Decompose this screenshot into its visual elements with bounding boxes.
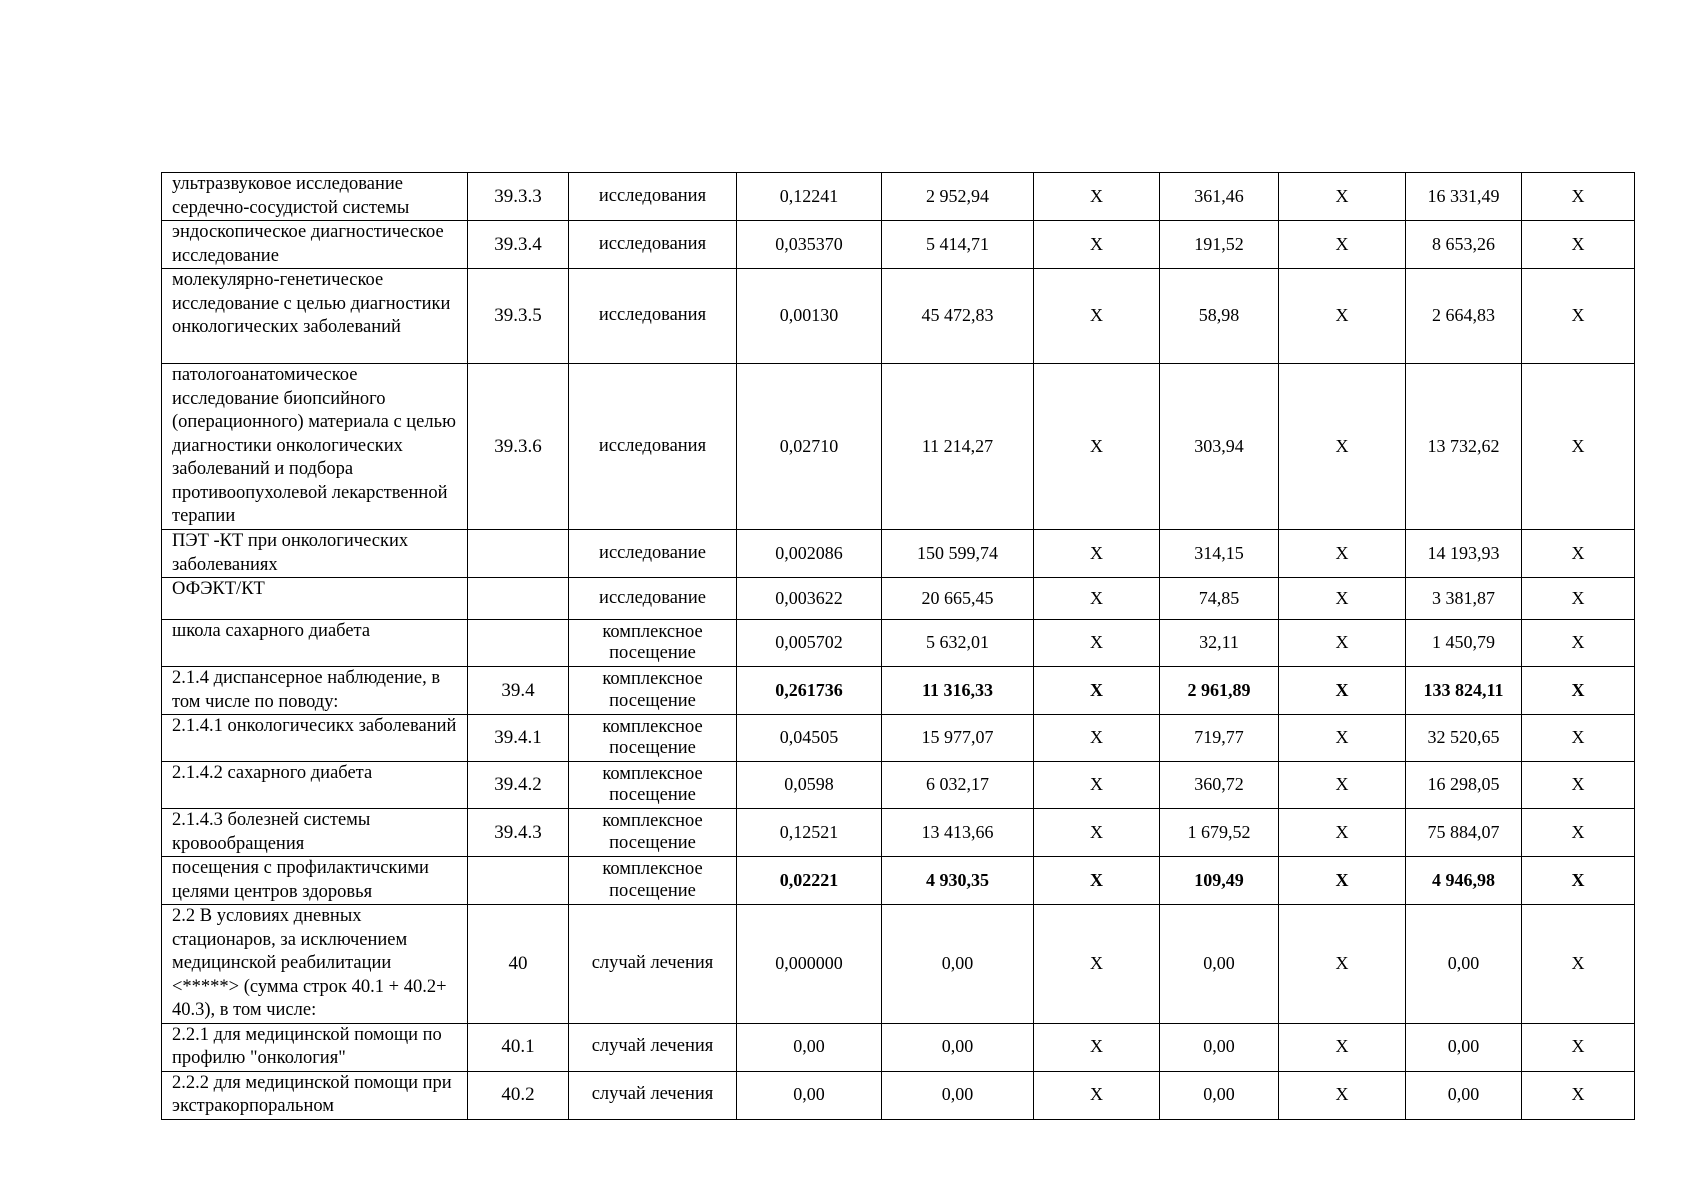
table-row [162,905,1635,1024]
row-value-3-cell: X [1034,530,1160,578]
table-row [162,667,1635,715]
row-value-6-cell: 0,00 [1406,905,1522,1024]
row-value-3-cell: X [1034,578,1160,620]
row-code-cell [468,620,569,667]
row-name-cell: ультразвуковое исследование сердечно-сосудистой системы [162,173,468,221]
row-value-2-cell: 5 414,71 [882,221,1034,269]
row-value-3-cell: X [1034,667,1160,715]
row-value-1-cell: 0,0598 [737,762,882,809]
row-value-1-cell: 0,02710 [737,364,882,530]
row-value-3-cell: X [1034,620,1160,667]
row-value-1-cell: 0,02221 [737,857,882,905]
row-value-3-cell: X [1034,364,1160,530]
row-value-4-cell: 314,15 [1160,530,1279,578]
row-code-cell: 39.3.6 [468,364,569,530]
row-value-2-cell: 6 032,17 [882,762,1034,809]
row-unit-cell: комплексное посещение [569,715,737,762]
table-row [162,809,1635,857]
row-code-cell: 40.2 [468,1071,569,1119]
row-value-1-cell: 0,00 [737,1023,882,1071]
row-value-5-cell: X [1279,905,1406,1024]
row-name-cell: 2.1.4.1 онкологичесикх заболеваний [162,715,468,762]
row-name-cell: ОФЭКТ/КТ [162,578,468,620]
row-value-3-cell: X [1034,269,1160,364]
row-value-5-cell: X [1279,530,1406,578]
row-value-5-cell: X [1279,221,1406,269]
row-name-cell: посещения с профилактичскими целями центров здоровья [162,857,468,905]
row-value-3-cell: X [1034,809,1160,857]
row-value-4-cell: 0,00 [1160,905,1279,1024]
row-value-5-cell: X [1279,1071,1406,1119]
row-value-7-cell: X [1522,667,1635,715]
row-value-5-cell: X [1279,364,1406,530]
table-body [162,173,1635,1120]
row-unit-cell: исследования [569,269,737,364]
row-unit-cell: комплексное посещение [569,857,737,905]
row-code-cell: 40 [468,905,569,1024]
row-value-5-cell: X [1279,762,1406,809]
table-row [162,1023,1635,1071]
row-value-3-cell: X [1034,1071,1160,1119]
row-name-cell: 2.1.4.3 болезней системы кровообращения [162,809,468,857]
row-value-6-cell: 8 653,26 [1406,221,1522,269]
row-value-1-cell: 0,000000 [737,905,882,1024]
row-value-7-cell: X [1522,221,1635,269]
row-value-4-cell: 2 961,89 [1160,667,1279,715]
row-value-2-cell: 11 316,33 [882,667,1034,715]
row-code-cell [468,578,569,620]
row-value-4-cell: 360,72 [1160,762,1279,809]
row-name-cell: патологоанатомическое исследование биопсийного (операционного) материала с целью диагностики онкологических заболеваний и подбора противоопухолевой лекарственной терапии [162,364,468,530]
row-name-cell: 2.1.4.2 сахарного диабета [162,762,468,809]
row-value-1-cell: 0,261736 [737,667,882,715]
row-name-cell: школа сахарного диабета [162,620,468,667]
row-value-5-cell: X [1279,578,1406,620]
row-value-4-cell: 1 679,52 [1160,809,1279,857]
row-value-7-cell: X [1522,364,1635,530]
row-value-5-cell: X [1279,173,1406,221]
row-unit-cell: исследования [569,173,737,221]
row-value-6-cell: 3 381,87 [1406,578,1522,620]
row-value-5-cell: X [1279,667,1406,715]
row-value-1-cell: 0,12521 [737,809,882,857]
row-value-5-cell: X [1279,620,1406,667]
row-value-4-cell: 0,00 [1160,1071,1279,1119]
row-value-6-cell: 1 450,79 [1406,620,1522,667]
row-value-7-cell: X [1522,530,1635,578]
row-value-6-cell: 2 664,83 [1406,269,1522,364]
row-value-2-cell: 0,00 [882,1023,1034,1071]
table-row [162,620,1635,667]
table-row [162,578,1635,620]
row-value-2-cell: 150 599,74 [882,530,1034,578]
row-value-7-cell: X [1522,578,1635,620]
table-row [162,762,1635,809]
row-value-1-cell: 0,005702 [737,620,882,667]
row-name-cell: эндоскопическое диагностическое исследование [162,221,468,269]
row-value-4-cell: 303,94 [1160,364,1279,530]
row-unit-cell: комплексное посещение [569,762,737,809]
row-value-3-cell: X [1034,173,1160,221]
row-code-cell: 39.4.3 [468,809,569,857]
row-value-1-cell: 0,00130 [737,269,882,364]
row-value-5-cell: X [1279,715,1406,762]
row-value-2-cell: 0,00 [882,905,1034,1024]
row-value-5-cell: X [1279,1023,1406,1071]
data-table [161,172,1635,1120]
row-value-2-cell: 20 665,45 [882,578,1034,620]
row-unit-cell: исследования [569,364,737,530]
row-value-2-cell: 0,00 [882,1071,1034,1119]
table-row [162,173,1635,221]
row-value-1-cell: 0,04505 [737,715,882,762]
row-value-1-cell: 0,035370 [737,221,882,269]
row-code-cell: 39.4.1 [468,715,569,762]
row-code-cell: 39.3.4 [468,221,569,269]
row-value-6-cell: 75 884,07 [1406,809,1522,857]
row-value-7-cell: X [1522,1023,1635,1071]
row-value-7-cell: X [1522,809,1635,857]
row-unit-cell: случай лечения [569,905,737,1024]
row-value-4-cell: 719,77 [1160,715,1279,762]
row-value-6-cell: 16 298,05 [1406,762,1522,809]
row-value-7-cell: X [1522,857,1635,905]
table-row [162,857,1635,905]
row-value-4-cell: 191,52 [1160,221,1279,269]
row-value-7-cell: X [1522,620,1635,667]
row-value-1-cell: 0,003622 [737,578,882,620]
row-name-cell: 2.1.4 диспансерное наблюдение, в том числе по поводу: [162,667,468,715]
row-value-4-cell: 32,11 [1160,620,1279,667]
row-value-2-cell: 5 632,01 [882,620,1034,667]
row-value-1-cell: 0,00 [737,1071,882,1119]
row-value-3-cell: X [1034,715,1160,762]
row-value-4-cell: 0,00 [1160,1023,1279,1071]
row-name-cell: молекулярно-генетическое исследование с целью диагностики онкологических заболеваний [162,269,468,364]
row-value-5-cell: X [1279,809,1406,857]
row-value-2-cell: 13 413,66 [882,809,1034,857]
row-name-cell: 2.2.1 для медицинской помощи по профилю "онкология" [162,1023,468,1071]
row-value-2-cell: 11 214,27 [882,364,1034,530]
row-value-5-cell: X [1279,269,1406,364]
row-value-3-cell: X [1034,762,1160,809]
row-value-4-cell: 58,98 [1160,269,1279,364]
row-unit-cell: исследование [569,530,737,578]
row-value-7-cell: X [1522,269,1635,364]
row-value-3-cell: X [1034,905,1160,1024]
table-row [162,715,1635,762]
row-unit-cell: исследование [569,578,737,620]
row-value-4-cell: 109,49 [1160,857,1279,905]
row-unit-cell: случай лечения [569,1023,737,1071]
row-value-7-cell: X [1522,1071,1635,1119]
row-value-3-cell: X [1034,857,1160,905]
table-row [162,1071,1635,1119]
row-value-3-cell: X [1034,221,1160,269]
row-value-6-cell: 16 331,49 [1406,173,1522,221]
row-name-cell: 2.2 В условиях дневных стационаров, за исключением медицинской реабилитации <*****> (сумма строк 40.1 + 40.2+ 40.3), в том числе: [162,905,468,1024]
row-value-2-cell: 15 977,07 [882,715,1034,762]
row-value-6-cell: 32 520,65 [1406,715,1522,762]
table-row [162,269,1635,364]
row-code-cell [468,857,569,905]
row-code-cell: 39.3.3 [468,173,569,221]
row-code-cell: 39.3.5 [468,269,569,364]
row-unit-cell: комплексное посещение [569,809,737,857]
row-value-1-cell: 0,12241 [737,173,882,221]
row-value-4-cell: 74,85 [1160,578,1279,620]
row-value-6-cell: 4 946,98 [1406,857,1522,905]
table-row [162,530,1635,578]
row-value-6-cell: 14 193,93 [1406,530,1522,578]
row-value-7-cell: X [1522,715,1635,762]
row-value-6-cell: 133 824,11 [1406,667,1522,715]
row-value-2-cell: 45 472,83 [882,269,1034,364]
row-name-cell: 2.2.2 для медицинской помощи при экстракорпоральном [162,1071,468,1119]
row-code-cell: 40.1 [468,1023,569,1071]
row-value-2-cell: 4 930,35 [882,857,1034,905]
row-value-2-cell: 2 952,94 [882,173,1034,221]
row-value-7-cell: X [1522,762,1635,809]
row-value-6-cell: 0,00 [1406,1023,1522,1071]
row-unit-cell: комплексное посещение [569,620,737,667]
row-value-1-cell: 0,002086 [737,530,882,578]
table-row [162,221,1635,269]
row-value-6-cell: 0,00 [1406,1071,1522,1119]
row-unit-cell: комплексное посещение [569,667,737,715]
row-value-7-cell: X [1522,905,1635,1024]
row-code-cell [468,530,569,578]
row-unit-cell: исследования [569,221,737,269]
row-value-3-cell: X [1034,1023,1160,1071]
row-code-cell: 39.4.2 [468,762,569,809]
table-row [162,364,1635,530]
row-value-5-cell: X [1279,857,1406,905]
row-unit-cell: случай лечения [569,1071,737,1119]
row-name-cell: ПЭТ -КТ при онкологических заболеваниях [162,530,468,578]
row-code-cell: 39.4 [468,667,569,715]
row-value-4-cell: 361,46 [1160,173,1279,221]
row-value-7-cell: X [1522,173,1635,221]
row-value-6-cell: 13 732,62 [1406,364,1522,530]
